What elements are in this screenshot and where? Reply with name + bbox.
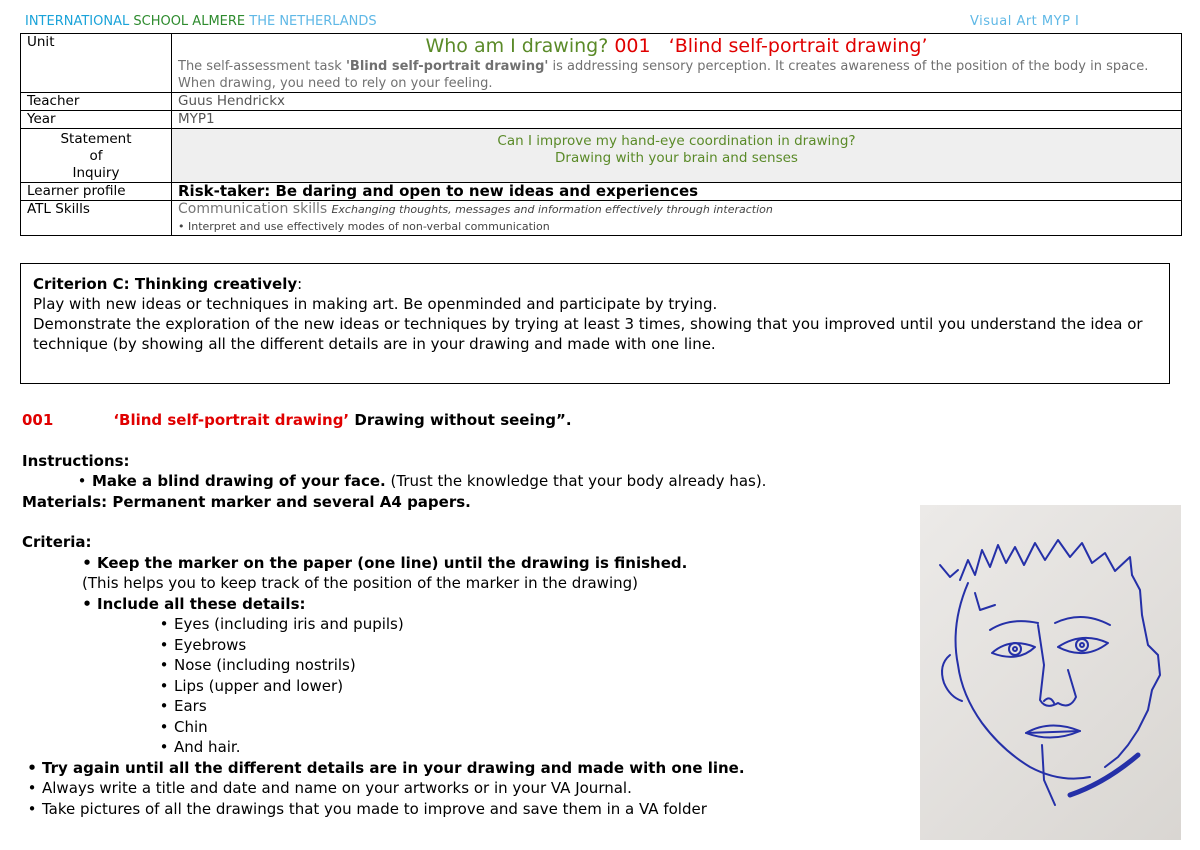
atl-heading: Communication skills — [178, 201, 328, 217]
detail-item: • Lips (upper and lower) — [22, 676, 922, 697]
description-end: is addressing sensory perception. It creates awareness of the position of the body in space. When drawing, you need to rely on your feeling. — [178, 59, 1149, 91]
soi-line2: Drawing with your brain and senses — [555, 150, 798, 166]
teacher-value: Guus Hendrickx — [172, 93, 1182, 111]
year-value: MYP1 — [172, 111, 1182, 129]
teacher-row — [21, 93, 1182, 111]
description-bold: 'Blind self-portrait drawing' — [345, 59, 549, 74]
criterion-line1: Play with new ideas or techniques in making art. Be openminded and participate by trying. — [33, 295, 718, 313]
detail-item: • Eyes (including iris and pupils) — [22, 614, 922, 635]
assignment-name: ‘Blind self-portrait drawing’ — [113, 411, 350, 429]
assignment-section — [22, 410, 922, 819]
detail-item: • Nose (including nostrils) — [22, 655, 922, 676]
detail-item: • Ears — [22, 696, 922, 717]
atl-description: Exchanging thoughts, messages and information effectively through interaction — [331, 203, 773, 216]
always-write-item: • Always write a title and date and name on your artworks or in your VA Journal. — [22, 778, 922, 799]
criterion-heading: Criterion C: Thinking creatively — [33, 275, 298, 293]
unit-row — [21, 34, 1182, 93]
atl-content — [172, 201, 1182, 236]
learner-profile-label: Learner profile — [21, 183, 172, 201]
materials-text: Materials: Permanent marker and several A4 papers. — [22, 492, 471, 511]
assignment-title — [22, 410, 922, 431]
soi-label-line2: of — [89, 148, 103, 164]
learner-profile-value: Risk-taker: Be daring and open to new ideas and experiences — [172, 183, 1182, 201]
unit-content — [172, 34, 1182, 93]
assignment-number: 001 — [22, 411, 54, 429]
criterion-line2: Demonstrate the exploration of the new ideas or techniques by trying at least 3 times, showing that you improved until you understand the idea or technique (by showing all the different details are in your drawing and made with one line. — [33, 315, 1143, 353]
criterion-divider — [20, 383, 1170, 384]
instruction-item — [22, 471, 922, 492]
unit-table — [20, 33, 1182, 236]
year-label: Year — [21, 111, 172, 129]
unit-title — [178, 34, 1175, 58]
soi-label-line1: Statement — [60, 131, 132, 147]
instructions-label: Instructions: — [22, 451, 130, 470]
year-row — [21, 111, 1182, 129]
school-name-part1: INTERNATIONAL — [25, 14, 134, 29]
detail-item: • Eyebrows — [22, 635, 922, 656]
atl-label: ATL Skills — [21, 201, 172, 236]
school-name-part3: THE NETHERLANDS — [245, 14, 377, 29]
instruction-bold: Make a blind drawing of your face. — [92, 472, 386, 490]
soi-line1: Can I improve my hand-eye coordination in drawing? — [497, 133, 856, 149]
school-name-part2: SCHOOL ALMERE — [133, 14, 246, 29]
teacher-label: Teacher — [21, 93, 172, 111]
soi-label — [21, 129, 172, 183]
learner-profile-row — [21, 183, 1182, 201]
unit-title-prefix: Who am I drawing? — [425, 35, 615, 57]
soi-row — [21, 129, 1182, 183]
detail-item: • And hair. — [22, 737, 922, 758]
blind-portrait-photo — [920, 505, 1181, 840]
instruction-rest: (Trust the knowledge that your body already has). — [385, 472, 767, 490]
subject-label: Visual Art MYP I — [970, 14, 1080, 29]
criteria-item-2: • Include all these details: — [22, 594, 922, 615]
take-pictures-item: • Take pictures of all the drawings that you made to improve and save them in a VA folder — [22, 799, 922, 820]
unit-label: Unit — [21, 34, 172, 93]
page-header — [25, 14, 1200, 32]
unit-title-name: ‘Blind self-portrait drawing’ — [668, 35, 928, 57]
atl-bullet: • Interpret and use effectively modes of non-verbal communication — [178, 220, 550, 233]
try-again-item: • Try again until all the different details are in your drawing and made with one line. — [22, 758, 922, 779]
soi-label-line3: Inquiry — [72, 165, 120, 181]
unit-description — [178, 58, 1175, 92]
atl-row — [21, 201, 1182, 236]
assignment-subtitle: Drawing without seeing”. — [349, 411, 572, 429]
description-start: The self-assessment task — [178, 59, 346, 74]
criteria-label: Criteria: — [22, 533, 92, 551]
detail-item: • Chin — [22, 717, 922, 738]
criteria-item-1-note: (This helps you to keep track of the position of the marker in the drawing) — [82, 574, 638, 592]
statement-of-inquiry — [172, 129, 1182, 183]
criteria-item-1: • Keep the marker on the paper (one line) until the drawing is finished. — [22, 553, 922, 574]
criterion-box — [20, 263, 1170, 383]
blind-portrait-drawing — [920, 505, 1181, 840]
criterion-colon: : — [297, 275, 303, 293]
unit-title-number: 001 — [614, 35, 651, 57]
